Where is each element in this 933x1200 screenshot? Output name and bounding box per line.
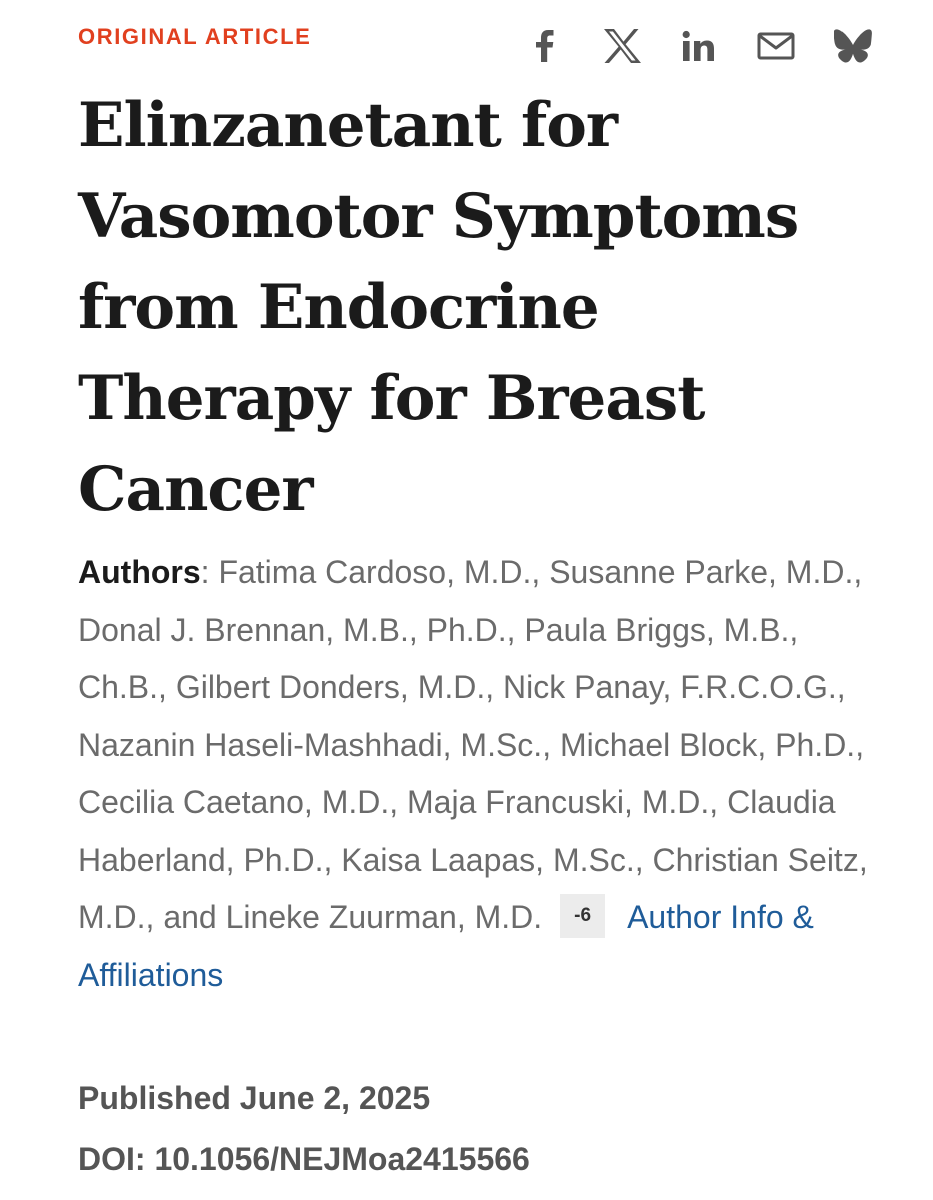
authors-block	[78, 544, 868, 1004]
collapse-authors-badge[interactable]: -6	[560, 894, 605, 938]
article-header	[78, 22, 858, 72]
email-icon[interactable]	[737, 22, 814, 70]
published-date: Published June 2, 2025	[78, 1080, 431, 1116]
authors-label: Authors	[78, 554, 201, 590]
linkedin-icon[interactable]	[660, 22, 737, 70]
doi: DOI: 10.1056/NEJMoa2415566	[78, 1141, 530, 1177]
article-title: Elinzanetant for Vasomotor Symptoms from Endocrine Therapy for Breast Cancer	[78, 90, 799, 525]
authors-separator: :	[200, 554, 219, 590]
x-icon[interactable]	[583, 22, 660, 70]
article-type-label: ORIGINAL ARTICLE	[78, 24, 312, 49]
authors-list: Fatima Cardoso, M.D., Susanne Parke, M.D., Donal J. Brennan, M.B., Ph.D., Paula Briggs, M.B., Ch.B., Gilbert Donders, M.D., Nick Panay, F.R.C.O.G., Nazanin Haseli-Mashhadi, M.Sc., Michael Block, Ph.D., Cecilia Caetano, M.D., Maja Francuski, M.D., Claudia Haberland, Ph.D., Kaisa Laapas, M.Sc., Christian Seitz, M.D., and Lineke Zuurman, M.D.	[78, 554, 868, 935]
facebook-icon[interactable]	[506, 22, 583, 70]
author-info-link[interactable]: Author Info & Affiliations	[78, 899, 814, 993]
share-bar	[506, 22, 891, 70]
bluesky-icon[interactable]	[814, 22, 891, 70]
